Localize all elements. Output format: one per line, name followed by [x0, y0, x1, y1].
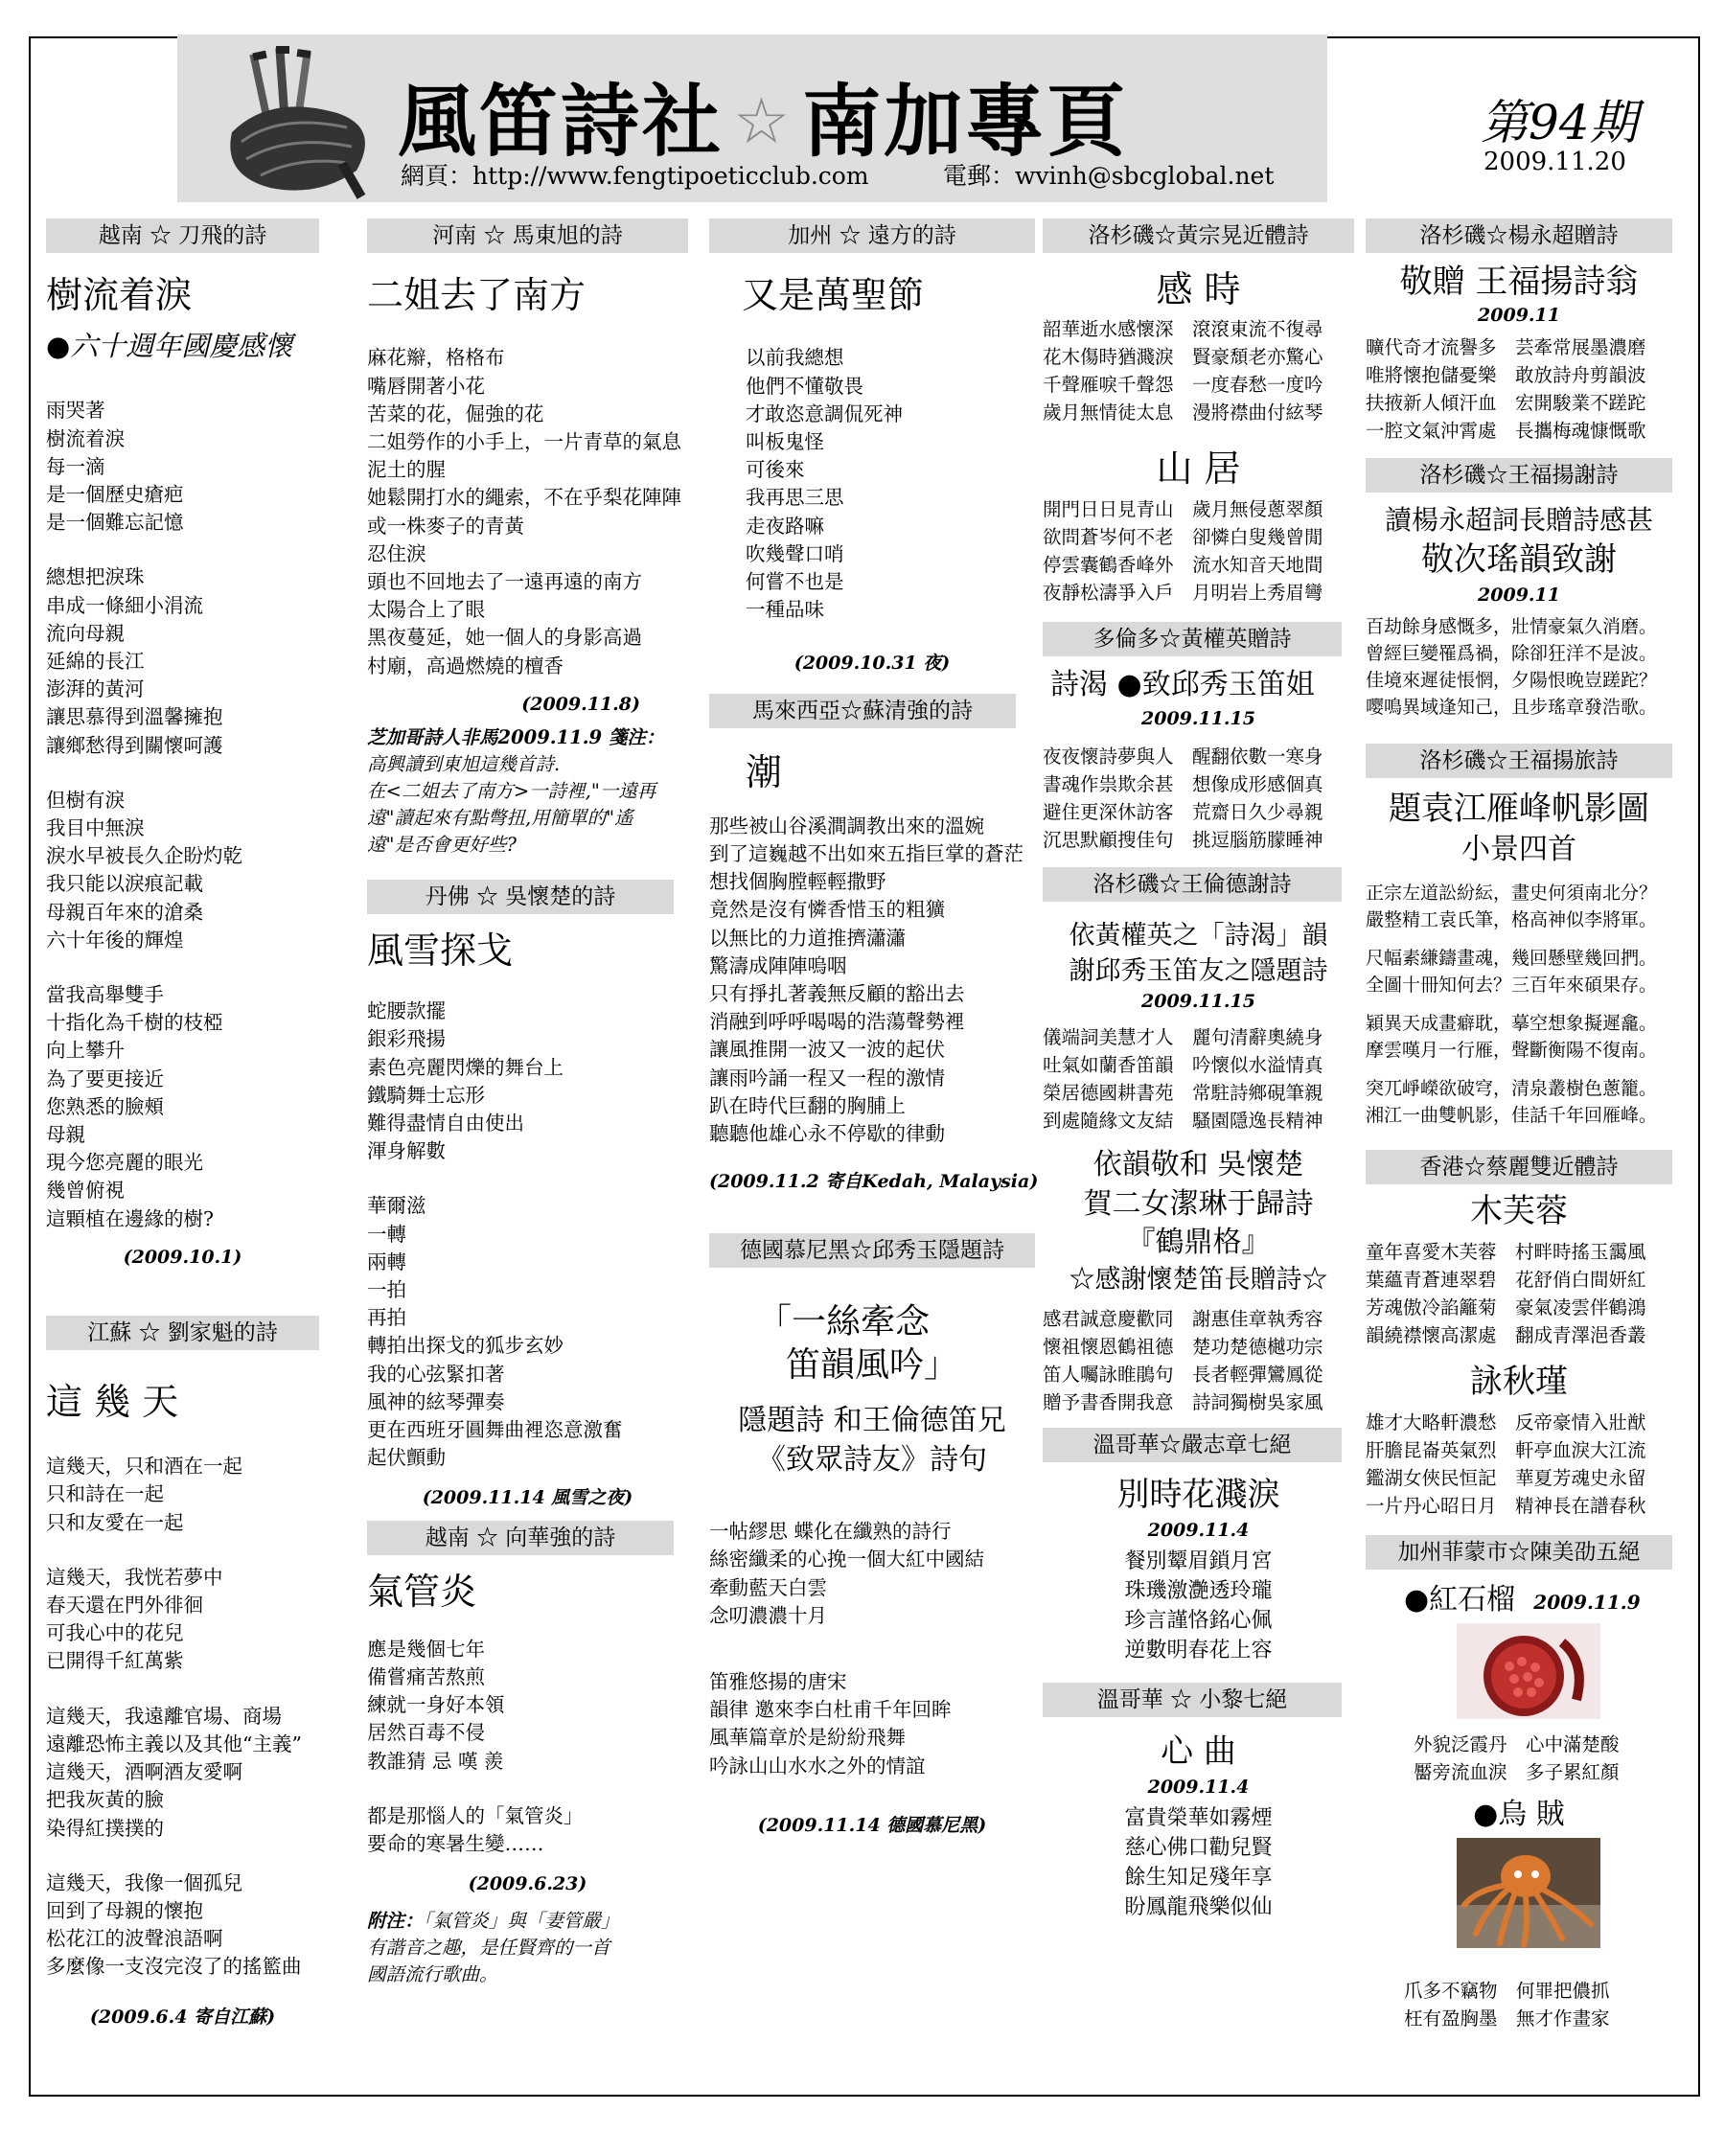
- poem-line: 正宗左道訟紛紜，畫史何須南北分？: [1366, 882, 1658, 904]
- poem-line: 我的心弦緊扣著: [367, 1362, 505, 1386]
- poem-body: [1043, 495, 1354, 607]
- poem-line: 一腔文氣沖霄處 長攜梅魂慷慨歌: [1366, 419, 1646, 442]
- poem-line: 松花江的波聲浪語啊: [46, 1927, 223, 1951]
- poem-line: 穎異天成畫癖耽，摹空想象擬遲龕。: [1366, 1012, 1658, 1034]
- poem-body: [709, 344, 1035, 624]
- poem-line: 母親百年來的滄桑: [46, 900, 203, 924]
- note-lead: 芝加哥詩人非馬2009.11.9 箋注：: [367, 725, 665, 748]
- poem-line: 讓風推開一波又一波的起伏: [709, 1038, 945, 1062]
- poem-line: 嚴整精工袁氏筆，格高神似李將軍。: [1366, 908, 1658, 930]
- section-bar: 洛杉磯☆王福揚旅詩: [1366, 744, 1672, 778]
- poem-line: 只有掙扎著義無反顧的豁出去: [709, 982, 965, 1006]
- poem-line: 起伏顫動: [367, 1446, 446, 1470]
- note-lead: 附注：: [367, 1910, 424, 1933]
- poem-line: 富貴榮華如霧煙: [1124, 1805, 1273, 1830]
- poem-body: [367, 998, 688, 1472]
- poem-line: 夜靜松濤爭入戶 月明岩上秀眉彎: [1043, 581, 1323, 604]
- poem-date: (2009.10.31 夜): [794, 653, 951, 675]
- poem-line: 遠離恐怖主義以及其他“主義”: [46, 1732, 302, 1755]
- poem-line: 泥土的腥: [367, 458, 446, 482]
- poem-date: (2009.11.14 風雪之夜): [422, 1487, 633, 1509]
- poem-line: 我再思三思: [746, 486, 844, 510]
- poem-line: 或一株麥子的青黃: [367, 514, 524, 538]
- poem-line: 贈予書香開我意 詩詞獨樹吳家風: [1043, 1391, 1323, 1414]
- poem-line: 為了要更接近: [46, 1067, 164, 1090]
- poem-line: 忍住淚: [367, 541, 426, 565]
- section-bar: 越南 ☆ 刀飛的詩: [46, 218, 319, 253]
- poem-line: 扶掖新人傾汗血 宏開駿業不蹉跎: [1366, 391, 1646, 414]
- poem-line: 逆數明春花上容: [1124, 1638, 1273, 1663]
- poem-line: 渾身解數: [367, 1139, 446, 1163]
- poem-body: [1043, 1023, 1354, 1135]
- poem-line: 童年喜愛木芙蓉 村畔時搖玉靄風: [1366, 1240, 1646, 1263]
- column-2: [367, 218, 688, 1988]
- poem-body: [46, 397, 319, 1232]
- poem-line: 肝膽昆崙英氣烈 軒亭血淚大江流: [1366, 1438, 1646, 1461]
- poem-title: 讀楊永超詞長贈詩感甚: [1384, 503, 1653, 536]
- poem-line: 轉拍出探戈的狐步玄妙: [367, 1334, 564, 1358]
- poem-line: 吟詠山山水水之外的情誼: [709, 1754, 926, 1778]
- issue-date: 2009.11.20: [1484, 148, 1626, 176]
- poem-line: 教誰猜 忌 嘆 羨: [367, 1749, 504, 1773]
- poem-line: 苦菜的花，倔強的花: [367, 401, 544, 425]
- poem-line: 避住更深休訪客 荒齋日久少尋親: [1043, 801, 1323, 824]
- poem-line: 這幾天，酒啊酒友愛啊: [46, 1760, 242, 1784]
- poem-date: (2009.11.14 德國慕尼黑): [757, 1814, 987, 1836]
- masthead-title: [398, 59, 1128, 172]
- poem-line: 韻律 邀來李白杜甫千年回眸: [709, 1698, 952, 1722]
- poem-line: 摩雲嘆月一行雁，聲斷衡陽不復南。: [1366, 1039, 1658, 1061]
- poem-line: 開門日日見青山 歲月無侵蔥翠顏: [1043, 497, 1323, 520]
- title-left: 風笛詩社: [398, 77, 724, 168]
- poem-line: 麻花辮，格格布: [367, 346, 505, 370]
- poem-line: 總想把淚珠: [46, 565, 145, 589]
- poem-title: 木芙蓉: [1470, 1191, 1568, 1230]
- poem-line: 才敢恣意調侃死神: [746, 401, 903, 425]
- poem-title: 樹流着淚: [46, 274, 193, 316]
- poem-line: 芳魂傲冷諂籬菊 豪氣凌雲伴鶴鴻: [1366, 1296, 1646, 1319]
- poem-line: 沉思默顧搜佳句 挑逗腦筋朦睡神: [1043, 829, 1323, 852]
- poem-title: 氣管炎: [367, 1571, 477, 1614]
- acrostic-title-2: 笛韻風吟」: [786, 1345, 959, 1386]
- poem-line: 懷祖懷恩鶴祖德 楚功楚德樾功宗: [1043, 1336, 1323, 1359]
- poem-line: 我只能以淚痕記載: [46, 872, 203, 896]
- poem-line: 風華篇章於是紛紛飛舞: [709, 1726, 906, 1750]
- poem-line: 一拍: [367, 1278, 406, 1302]
- website-url[interactable]: 網頁：http://www.fengtipoeticclub.com: [401, 162, 869, 190]
- poem-body: [1043, 1305, 1354, 1416]
- poem-line: 幾曾俯視: [46, 1179, 125, 1203]
- poem-line: 雨哭著: [46, 399, 105, 423]
- poem-title: 二姐去了南方: [367, 274, 586, 316]
- poem-line: 靨旁流血淚 多子累紅顏: [1414, 1760, 1620, 1783]
- poem-line: 枉有盈胸墨 無才作畫家: [1404, 2007, 1610, 2030]
- poem-line: 千聲雁唳千聲怨 一度春愁一度吟: [1043, 374, 1323, 397]
- poem-title: 詩渴 ●致邱秀玉笛姐: [1050, 667, 1315, 701]
- acrostic-title-1: 「一絲牽念: [757, 1302, 931, 1342]
- poem-line: 黑夜蔓延，她一個人的身影高過: [367, 626, 642, 650]
- poem-line: 走夜路嘛: [746, 514, 824, 538]
- poem-date: 2009.11.4: [1147, 1519, 1250, 1541]
- footnote: [367, 1908, 688, 1988]
- poem-line: 嘴唇開著小花: [367, 374, 485, 398]
- poem-line: 笛人囑詠睢鵑句 長者輕彈鸞鳳從: [1043, 1364, 1323, 1387]
- poem-line: 銀彩飛揚: [367, 1027, 446, 1051]
- contact-email[interactable]: 電郵：wvinh@sbcglobal.net: [943, 162, 1275, 190]
- poem-line: 回到了母親的懷抱: [46, 1898, 203, 1922]
- poem-line: 餐別颦眉鎖月宮: [1124, 1548, 1273, 1573]
- poem-title-2: 敬次瑤韻致謝: [1421, 539, 1617, 579]
- section-bar: 丹佛 ☆ 吳懷楚的詩: [367, 880, 674, 914]
- poem-line: 母親: [46, 1123, 85, 1147]
- editor-note: [367, 724, 688, 859]
- section-bar: 江蘇 ☆ 劉家魁的詩: [46, 1316, 319, 1350]
- section-bar: 馬來西亞☆蘇清強的詩: [709, 694, 1016, 728]
- poem-line: 趴在時代巨翻的胸脯上: [709, 1093, 906, 1117]
- poem-line: 難得盡情自由使出: [367, 1112, 524, 1135]
- poem-line: 讓雨吟誦一程又一程的激情: [709, 1066, 945, 1089]
- section-bar: 溫哥華 ☆ 小黎七絕: [1043, 1683, 1342, 1717]
- poem-line: 應是幾個七年: [367, 1637, 485, 1661]
- poem-line: 慈心佛口勸兒賢: [1124, 1835, 1273, 1860]
- poem-line: 消融到呼呼喝喝的浩蕩聲勢裡: [709, 1010, 965, 1034]
- poem-line: 歲月無情徒太息 漫將襟曲付絃琴: [1043, 401, 1323, 424]
- poem-line: 花木傷時猶濺淚 賢豪頹老亦驚心: [1043, 346, 1323, 369]
- poem-line: 曾經巨變罹爲禍，除卻狂洋不是波。: [1366, 642, 1658, 664]
- poem-body: [1366, 613, 1691, 721]
- poem-line: 儀端詞美慧才人 麗句清辭奧繞身: [1043, 1026, 1323, 1049]
- poem-title: 山 居: [1156, 447, 1241, 491]
- poem-date: 2009.11.15: [1141, 708, 1255, 730]
- section-bar: 河南 ☆ 馬東旭的詩: [367, 218, 688, 253]
- poem-line: 讓思慕得到溫馨擁抱: [46, 705, 223, 729]
- poem-line: 笛雅悠揚的唐宋: [709, 1670, 847, 1694]
- poem-line: 春天還在門外徘徊: [46, 1594, 203, 1617]
- poem-title: 敬贈 王福揚詩翁: [1399, 263, 1639, 301]
- poem-line: 可後來: [746, 458, 805, 482]
- poem-title: 這 幾 天: [46, 1380, 179, 1423]
- poem-line: 全圖十冊知何去？三百年來碩果存。: [1366, 974, 1658, 996]
- poem-body: [1366, 1977, 1691, 2032]
- poem-date: 2009.11: [1478, 304, 1560, 326]
- poem-body: [709, 1518, 1035, 1780]
- poem-line: 外貌泛霞丹 心中滿楚酸: [1414, 1732, 1620, 1755]
- note-line: 在<二姐去了南方>一詩裡,"一遠再: [367, 779, 656, 802]
- poem-line: 停雲囊鶴香峰外 流水知音天地間: [1043, 553, 1323, 576]
- poem-body: [1366, 333, 1691, 445]
- note-line: 遠"是否會更好些?: [367, 833, 517, 856]
- poem-line: 佳境來遲徒悵惘，夕陽恨晚豈蹉跎？: [1366, 669, 1658, 691]
- poem-line: 這幾天，我像一個孤兒: [46, 1870, 242, 1894]
- poem-line: 念叨濃濃十月: [709, 1603, 827, 1627]
- poem-line: 一轉: [367, 1222, 406, 1246]
- poem-line: 以前我總想: [746, 346, 844, 370]
- poem-line: 只和詩在一起: [46, 1482, 164, 1506]
- poem-line: 這顆植在邊緣的樹?: [46, 1206, 214, 1230]
- poem-date: 2009.11.9: [1533, 1590, 1641, 1614]
- note-line: 國語流行歌曲。: [367, 1963, 498, 1986]
- section-bar: 加州 ☆ 遠方的詩: [709, 218, 1035, 253]
- poem-line: 到了這巍越不出如來五指巨掌的蒼茫: [709, 842, 1024, 866]
- note-line: 「氣管炎」與「妻管嚴」: [423, 1910, 620, 1933]
- poem-date: 2009.11.4: [1147, 1776, 1250, 1798]
- poem-line: 書魂作祟欺余甚 想像成形感個真: [1043, 773, 1323, 796]
- poem-line: 六十年後的輝煌: [46, 928, 184, 952]
- poem-line: 蛇腰款擺: [367, 999, 446, 1023]
- section-bar: 多倫多☆黃權英贈詩: [1043, 622, 1342, 656]
- poem-line: 榮居德國耕書苑 常駐詩鄉硯筆親: [1043, 1082, 1323, 1105]
- poem-line: 已開得千紅萬紫: [46, 1649, 184, 1673]
- poem-line: 再拍: [367, 1306, 406, 1330]
- octopus-icon: [1457, 1838, 1600, 1948]
- poem-line: 餘生知足殘年享: [1124, 1865, 1273, 1890]
- poem-line: 這幾天，我遠離官場、商場: [46, 1704, 282, 1728]
- poem-line: 一片丹心昭日月 精神長在譜春秋: [1366, 1494, 1646, 1517]
- poem-line: 串成一條細小涓流: [46, 593, 203, 617]
- section-bar: 洛杉磯☆王福揚謝詩: [1366, 458, 1672, 493]
- poem-line: 吹幾聲口哨: [746, 541, 844, 565]
- poem-line: 珠璣激灔透玲瓏: [1124, 1578, 1273, 1603]
- column-5: [1366, 218, 1691, 2032]
- poem-date: (2009.10.1): [123, 1246, 242, 1268]
- poem-line: 何嘗不也是: [746, 570, 844, 594]
- poem-line: 澎湃的黃河: [46, 677, 145, 701]
- poem-line: 更在西班牙圓舞曲裡恣意激奮: [367, 1418, 623, 1442]
- poem-line: 向上攀升: [46, 1039, 125, 1063]
- poem-heading: [1366, 1575, 1691, 1617]
- section-bar: 洛杉磯☆黃宗晃近體詩: [1043, 218, 1354, 253]
- title-right: 南加專頁: [802, 77, 1129, 168]
- poem-line: 突兀崢嶸欲破穹，清泉叢樹色蔥籠。: [1366, 1077, 1658, 1099]
- poem-line: 要命的寒暑生變……: [367, 1832, 544, 1856]
- poem-body: [1366, 1409, 1691, 1520]
- poem-line: 絲密纖柔的心挽一個大紅中國結: [709, 1548, 984, 1571]
- poem-line: 當我高舉雙手: [46, 983, 164, 1007]
- poem-body: [1043, 315, 1354, 426]
- poem-date: 2009.11.15: [1141, 991, 1255, 1013]
- poem-line: 到處隨緣文友結 騷園隱逸長精神: [1043, 1110, 1323, 1133]
- poem-body: [1366, 880, 1691, 1129]
- poem-title: ●烏 賊: [1473, 1797, 1565, 1831]
- note-line: 遠"讀起來有點彆扭,用簡單的"遙: [367, 806, 633, 829]
- poem-line: 以無比的力道推擠瀟瀟: [709, 926, 906, 950]
- poem-line: 現今您亮麗的眼光: [46, 1151, 203, 1175]
- poem-line: 叫板鬼怪: [746, 430, 824, 453]
- section-bar: 越南 ☆ 向華強的詩: [367, 1521, 674, 1555]
- poem-line: 盼鳳龍飛樂似仙: [1124, 1894, 1273, 1919]
- poem-body: [46, 1453, 319, 1981]
- section-bar: 洛杉磯☆楊永超贈詩: [1366, 218, 1672, 253]
- poem-date: (2009.6.4 寄自江蘇): [89, 2006, 276, 2028]
- poem-line: 湘江一曲雙帆影，佳話千年回雁峰。: [1366, 1104, 1658, 1126]
- poem-body: [1043, 1803, 1354, 1922]
- poem-line: 素色亮麗閃爍的舞台上: [367, 1055, 564, 1079]
- poem-line: 兩轉: [367, 1250, 406, 1273]
- poem-line: 尺幅素縑鑄畫魂，幾回懸壁幾回捫。: [1366, 947, 1658, 969]
- poem-body: [1043, 743, 1354, 854]
- poem-line: 夜夜懷詩夢與人 醒翻依數一寒身: [1043, 745, 1323, 768]
- poem-line: 吐氣如蘭香笛韻 吟懷似水溢情真: [1043, 1054, 1323, 1077]
- acrostic-sub-1: 隱題詩 和王倫德笛兄: [738, 1404, 1006, 1438]
- poem-line: 聽聽他雄心永不停歇的律動: [709, 1122, 945, 1146]
- poem-line: 雄才大略軒濃愁 反帝豪情入壯猷: [1366, 1411, 1646, 1434]
- poem-date: 2009.11: [1478, 584, 1560, 606]
- poem-line: 每一滴: [46, 454, 105, 478]
- poem-title-2: 謝邱秀玉笛友之隱題詩: [1069, 955, 1328, 986]
- poem-line: 她鬆開打水的繩索，不在乎梨花陣陣: [367, 486, 681, 510]
- poem-line: 淚水早被長久企盼灼乾: [46, 844, 242, 868]
- poem-title: 題袁江雁峰帆影圖: [1389, 789, 1649, 828]
- poem-line: 這幾天，我恍若夢中: [46, 1565, 223, 1589]
- poem-line: 鑑湖女俠民恒記 華夏芳魂史永留: [1366, 1466, 1646, 1489]
- poem-body: [367, 1636, 688, 1858]
- poem-line: 備嘗痛苦熬煎: [367, 1665, 485, 1689]
- poem-line: 多麼像一支沒完沒了的搖籃曲: [46, 1955, 302, 1979]
- poem-line: 延綿的長江: [46, 650, 145, 674]
- poem-title-2: 小景四首: [1461, 833, 1576, 867]
- poem-line: 感君誠意慶歡同 謝惠佳章執秀容: [1043, 1308, 1323, 1331]
- poem-line: 您熟悉的臉頰: [46, 1094, 164, 1118]
- poem-line: 牽動藍天白雲: [709, 1575, 827, 1599]
- poem-line: 嘤鳴異域逢知己，且步瑤章發浩歌。: [1366, 696, 1658, 718]
- poem-line: 把我灰黃的臉: [46, 1788, 164, 1812]
- poem-date: (2009.11.2 寄自Kedah, Malaysia): [709, 1171, 1039, 1193]
- poem-line: 風神的絃琴彈奏: [367, 1389, 505, 1413]
- poem-line: 都是那惱人的「氣管炎」: [367, 1803, 584, 1827]
- poem-title-2: 賀二女潔琳于歸詩: [1083, 1186, 1314, 1221]
- section-bar: 香港☆蔡麗雙近體詩: [1366, 1150, 1672, 1184]
- poem-line: 他們不懂敬畏: [746, 374, 863, 398]
- poem-line: 珍言謹恪銘心佩: [1124, 1608, 1273, 1633]
- poem-line: 葉蘊青蒼連翠碧 花舒俏白間妍紅: [1366, 1268, 1646, 1291]
- poem-subtitle: ●六十週年國慶感懷: [46, 330, 293, 363]
- poem-line: 可我心中的花兒: [46, 1621, 184, 1645]
- poem-body: [709, 813, 1035, 1148]
- poem-line: 一帖繆思 蝶化在纖熟的詩行: [709, 1520, 952, 1544]
- poem-line: 唯將懷抱儲憂樂 敢放詩舟剪韻波: [1366, 363, 1646, 386]
- note-line: 高興讀到東旭這幾首詩.: [367, 752, 561, 775]
- section-bar: 溫哥華☆嚴志章七絕: [1043, 1428, 1342, 1462]
- poem-line: 二姐勞作的小手上，一片青草的氣息: [367, 430, 681, 453]
- poem-line: 韶華逝水感懷深 滾滾東流不復尋: [1043, 318, 1323, 341]
- column-4: [1043, 218, 1354, 1922]
- poem-title: 詠秋瑾: [1470, 1362, 1568, 1401]
- poem-line: 這幾天，只和酒在一起: [46, 1455, 242, 1479]
- poem-title-3: 『鶴鼎格』: [1126, 1226, 1271, 1260]
- poem-line: 爪多不竊物 何罪把儂抓: [1404, 1980, 1610, 2003]
- poem-title: 依韻敬和 吳懷楚: [1092, 1148, 1304, 1182]
- poem-body: [1366, 1731, 1691, 1786]
- poem-line: 讓鄉愁得到關懷呵護: [46, 733, 223, 757]
- poem-line: 村廟，高過燃燒的檀香: [367, 654, 564, 677]
- poem-line: 但樹有淚: [46, 788, 125, 812]
- poem-line: 十指化為千樹的枝椏: [46, 1011, 223, 1035]
- poem-line: 驚濤成陣陣嗚咽: [709, 953, 847, 977]
- section-bar: 德國慕尼黑☆邱秀玉隱題詩: [709, 1233, 1035, 1268]
- poem-line: 是一個難忘記憶: [46, 511, 184, 535]
- poem-line: 鐵騎舞士忘形: [367, 1083, 485, 1107]
- poem-title: 又是萬聖節: [742, 274, 925, 316]
- note-line: 有諧音之趣，是任賢齊的一首: [367, 1937, 610, 1960]
- poem-title: ●紅石榴: [1404, 1582, 1516, 1617]
- poem-line: 想找個胸膛輕輕撒野: [709, 870, 886, 894]
- poem-line: 那些被山谷溪澗調教出來的溫婉: [709, 814, 984, 837]
- poem-line: 染得紅撲撲的: [46, 1816, 164, 1840]
- poem-line: 百劫餘身感慨多，壯情豪氣久消磨。: [1366, 615, 1658, 637]
- poem-line: 只和友愛在一起: [46, 1510, 184, 1534]
- poem-line: 流向母親: [46, 621, 125, 645]
- section-bar: 加州菲蒙市☆陳美劭五絕: [1366, 1535, 1672, 1570]
- poem-line: 欲問蒼岑何不老 卻憐白叟幾曾閒: [1043, 525, 1323, 548]
- star-icon: ☆: [733, 84, 794, 158]
- poem-line: 華爾滋: [367, 1194, 426, 1218]
- pomegranate-icon: [1457, 1623, 1600, 1719]
- poem-body: [1366, 1238, 1691, 1349]
- poem-date: (2009.11.8): [521, 693, 640, 715]
- octopus-image: [1457, 1838, 1600, 1948]
- poem-title-4: ☆感謝懷楚笛長贈詩☆: [1069, 1264, 1328, 1295]
- poem-title: 感 時: [1156, 268, 1241, 310]
- poem-line: 練就一身好本領: [367, 1693, 505, 1717]
- poem-body: [367, 344, 688, 679]
- poem-line: 太陽合上了眼: [367, 598, 485, 622]
- poem-body: [1043, 1547, 1354, 1665]
- issue-number: 第94期: [1481, 95, 1638, 150]
- poem-line: 一種品味: [746, 598, 824, 622]
- poem-title: 依黃權英之「詩渴」韻: [1069, 921, 1328, 952]
- acrostic-sub-2: 《致眾詩友》詩句: [757, 1442, 987, 1477]
- poem-line: 是一個歷史瘡疤: [46, 483, 184, 506]
- pomegranate-image: [1457, 1623, 1600, 1719]
- poem-line: 竟然是沒有憐香惜玉的粗獷: [709, 898, 945, 922]
- poem-date: (2009.6.23): [468, 1873, 587, 1895]
- poem-title: 風雪探戈: [367, 929, 514, 972]
- poem-title: 心 曲: [1161, 1732, 1236, 1771]
- poem-line: 頭也不回地去了一遠再遠的南方: [367, 570, 642, 594]
- poem-line: 我目中無淚: [46, 816, 145, 840]
- bagpipe-icon: [203, 46, 395, 199]
- column-3: [709, 218, 1039, 1837]
- section-bar: 洛杉磯☆王倫德謝詩: [1043, 867, 1342, 902]
- poem-line: 樹流着淚: [46, 426, 125, 450]
- column-1: [46, 218, 319, 2029]
- poem-title: 潮: [746, 751, 783, 794]
- poem-line: 居然百毒不侵: [367, 1721, 485, 1745]
- poem-title: 別時花濺淚: [1116, 1476, 1280, 1515]
- poem-line: 曠代奇才流譽多 芸牽常展墨濃磨: [1366, 335, 1646, 358]
- poem-line: 韻繞襟懷高潔處 翻成青澤浥香叢: [1366, 1323, 1646, 1346]
